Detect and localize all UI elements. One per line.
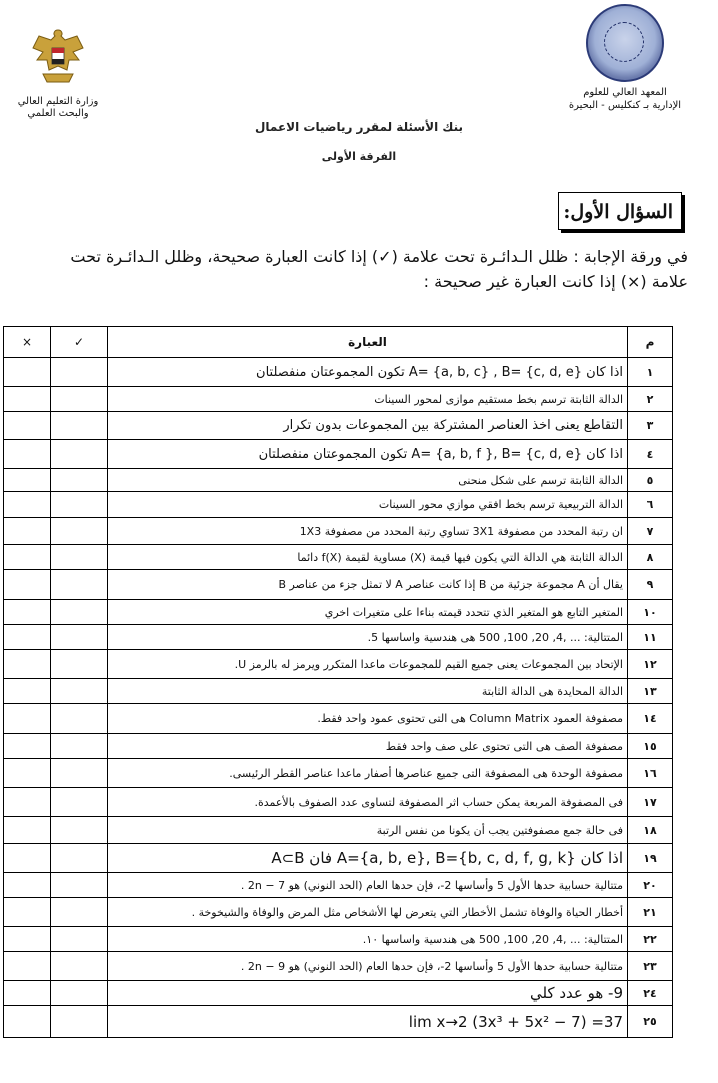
wrong-answer-cell[interactable]: [4, 788, 51, 817]
statement-cell: 9- هو عدد كلي: [108, 981, 628, 1006]
row-number-cell: ١٤: [628, 704, 673, 734]
row-number-cell: ٢٢: [628, 927, 673, 952]
statement-cell: المتغير التابع هو المتغير الذي تتحدد قيمته بناءا على متغيرات اخري: [108, 600, 628, 625]
statement-cell: المتتالية: ... ,4, 20, 100, 500 هى هندسية واساسها ١٠.: [108, 927, 628, 952]
table-row: [4, 844, 673, 873]
institute-logo: [560, 4, 690, 112]
wrong-answer-cell[interactable]: [4, 952, 51, 981]
wrong-answer-cell[interactable]: [4, 679, 51, 704]
statement-cell: فى المصفوفة المربعة يمكن حساب اثر المصفوفة لتساوى عدد الصفوف بالأعمدة.: [108, 788, 628, 817]
statement-cell: اذا كان {A={a, b, e}, B={b, c, d, f, g, k فان A⊂B: [108, 844, 628, 873]
wrong-answer-cell[interactable]: [4, 981, 51, 1006]
statement-cell: متتالية حسابية حدها الأول 5 وأساسها 2-، فإن حدها العام (الحد النوني) هو 2n − 9 .: [108, 952, 628, 981]
right-answer-cell[interactable]: [51, 817, 108, 844]
right-answer-cell[interactable]: [51, 788, 108, 817]
right-answer-cell[interactable]: [51, 981, 108, 1006]
table-row: [4, 704, 673, 734]
row-number-cell: ١٨: [628, 817, 673, 844]
wrong-answer-cell[interactable]: [4, 625, 51, 650]
bank-title: بنك الأسئلة لمقرر رياضيات الاعمال: [255, 120, 463, 134]
wrong-answer-cell[interactable]: [4, 358, 51, 387]
row-number-cell: ٤: [628, 440, 673, 469]
right-answer-cell[interactable]: [51, 469, 108, 492]
row-number-cell: ٢٤: [628, 981, 673, 1006]
institute-name: المعهد العالي للعلوم الإدارية بـ كنكليس - البحيرة: [568, 87, 682, 111]
wrong-answer-cell[interactable]: [4, 518, 51, 545]
table-row: [4, 927, 673, 952]
row-number-cell: ٥: [628, 469, 673, 492]
right-answer-cell[interactable]: [51, 650, 108, 679]
statement-cell: المتتالية: ... ,4, 20, 100, 500 هى هندسية واساسها 5.: [108, 625, 628, 650]
table-row: [4, 469, 673, 492]
statement-cell: الدالة المحايدة هى الدالة الثابتة: [108, 679, 628, 704]
statement-cell: اذا كان {A= {a, b, f }, B= {c, d, e تكون المجموعتان منفصلتان: [108, 440, 628, 469]
wrong-answer-cell[interactable]: [4, 387, 51, 412]
table-row: [4, 650, 673, 679]
row-number-cell: ٢٠: [628, 873, 673, 898]
wrong-column-header: ×: [4, 327, 51, 358]
right-answer-cell[interactable]: [51, 545, 108, 570]
row-number-cell: ٢١: [628, 898, 673, 927]
table-row: [4, 873, 673, 898]
row-number-cell: ١٠: [628, 600, 673, 625]
wrong-answer-cell[interactable]: [4, 545, 51, 570]
right-answer-cell[interactable]: [51, 873, 108, 898]
statement-cell: اذا كان {A= {a, b, c} , B= {c, d, e تكون المجموعتان منفصلتان: [108, 358, 628, 387]
wrong-answer-cell[interactable]: [4, 492, 51, 518]
table-row: [4, 679, 673, 704]
wrong-answer-cell[interactable]: [4, 734, 51, 759]
statement-cell: فى حالة جمع مصفوفتين يجب أن يكونا من نفس الرتبة: [108, 817, 628, 844]
table-row: [4, 625, 673, 650]
right-answer-cell[interactable]: [51, 570, 108, 600]
statement-cell: مصفوفة العمود Column Matrix هى التى تحتوى عمود واحد فقط.: [108, 704, 628, 734]
right-answer-cell[interactable]: [51, 600, 108, 625]
row-number-cell: ١٢: [628, 650, 673, 679]
table-row: [4, 734, 673, 759]
eagle-emblem-icon: [29, 26, 87, 90]
statement-column-header: العبارة: [108, 327, 628, 358]
right-column-header: ✓: [51, 327, 108, 358]
table-row: [4, 412, 673, 440]
right-answer-cell[interactable]: [51, 679, 108, 704]
right-answer-cell[interactable]: [51, 844, 108, 873]
statement-cell: التقاطع يعنى اخذ العناصر المشتركة بين المجموعات بدون تكرار: [108, 412, 628, 440]
table-row: [4, 518, 673, 545]
table-row: [4, 600, 673, 625]
statement-cell: ان رتبة المحدد من مصفوفة 3X1 تساوي رتبة المحدد من مصفوفة 1X3: [108, 518, 628, 545]
wrong-answer-cell[interactable]: [4, 600, 51, 625]
table-header-row: [4, 327, 673, 358]
question-title: السؤال الأول:: [558, 192, 682, 230]
wrong-answer-cell[interactable]: [4, 469, 51, 492]
statement-cell: مصفوفة الصف هى التى تحتوى على صف واحد فقط: [108, 734, 628, 759]
wrong-answer-cell[interactable]: [4, 650, 51, 679]
wrong-answer-cell[interactable]: [4, 844, 51, 873]
table-row: [4, 440, 673, 469]
row-number-cell: ٢٣: [628, 952, 673, 981]
right-answer-cell[interactable]: [51, 440, 108, 469]
table-row: [4, 952, 673, 981]
right-answer-cell[interactable]: [51, 1006, 108, 1038]
wrong-answer-cell[interactable]: [4, 873, 51, 898]
statement-cell: مصفوفة الوحدة هى المصفوفة التى جميع عناصرها أصفار ماعدا عناصر القطر الرئيسى.: [108, 759, 628, 788]
row-number-cell: ١٩: [628, 844, 673, 873]
right-answer-cell[interactable]: [51, 952, 108, 981]
table-row: [4, 759, 673, 788]
row-number-cell: ١١: [628, 625, 673, 650]
statement-cell: lim x→2 (3x³ + 5x² − 7) =37: [108, 1006, 628, 1038]
right-answer-cell[interactable]: [51, 734, 108, 759]
wrong-answer-cell[interactable]: [4, 898, 51, 927]
right-answer-cell[interactable]: [51, 927, 108, 952]
statement-cell: أخطار الحياة والوفاة تشمل الأخطار التي يتعرض لها الأشخاص مثل المرض والوفاة والشيخوخة .: [108, 898, 628, 927]
row-number-cell: ١٧: [628, 788, 673, 817]
statement-cell: الدالة الثابتة ترسم بخط مستقيم موازى لمحور السينات: [108, 387, 628, 412]
wrong-answer-cell[interactable]: [4, 927, 51, 952]
right-answer-cell[interactable]: [51, 358, 108, 387]
table-row: [4, 788, 673, 817]
statement-cell: يقال أن A مجموعة جزئية من B إذا كانت عناصر A لا تمثل جزء من عناصر B: [108, 570, 628, 600]
right-answer-cell[interactable]: [51, 898, 108, 927]
right-answer-cell[interactable]: [51, 518, 108, 545]
right-answer-cell[interactable]: [51, 412, 108, 440]
table-row: [4, 545, 673, 570]
wrong-answer-cell[interactable]: [4, 759, 51, 788]
table-row: [4, 1006, 673, 1038]
wrong-answer-cell[interactable]: [4, 570, 51, 600]
right-answer-cell[interactable]: [51, 704, 108, 734]
row-number-cell: ٩: [628, 570, 673, 600]
table-row: [4, 898, 673, 927]
statement-cell: الدالة التربيعية ترسم بخط افقي موازي محور السينات: [108, 492, 628, 518]
wrong-answer-cell[interactable]: [4, 412, 51, 440]
row-number-cell: ١٦: [628, 759, 673, 788]
row-number-cell: ٣: [628, 412, 673, 440]
level-title: الفرقة الأولى: [321, 150, 397, 163]
row-number-cell: ٢٥: [628, 1006, 673, 1038]
row-number-cell: ١٣: [628, 679, 673, 704]
wrong-answer-cell[interactable]: [4, 440, 51, 469]
right-answer-cell[interactable]: [51, 625, 108, 650]
statement-cell: الدالة الثابتة هي الدالة التي يكون فيها قيمة (X) مساوية لقيمة f(X) دائما: [108, 545, 628, 570]
table-row: [4, 387, 673, 412]
table-row: [4, 492, 673, 518]
table-row: [4, 817, 673, 844]
table-row: [4, 358, 673, 387]
wrong-answer-cell[interactable]: [4, 704, 51, 734]
statement-cell: متتالية حسابية حدها الأول 5 وأساسها 2-، فإن حدها العام (الحد النوني) هو 2n − 7 .: [108, 873, 628, 898]
ministry-name: وزارة التعليم العالي والبحث العلمي: [17, 96, 99, 119]
instructions: في ورقة الإجابة : ظلل الـدائـرة تحت علامة (✓) إذا كانت العبارة صحيحة، وظلل الـدائـرة تحت علامة (×) إذا كانت العبارة غير صحيحة :: [70, 247, 688, 291]
institute-seal-icon: [586, 4, 664, 82]
right-answer-cell[interactable]: [51, 759, 108, 788]
right-answer-cell[interactable]: [51, 387, 108, 412]
row-number-cell: ٦: [628, 492, 673, 518]
ministry-logo: [8, 26, 108, 120]
row-number-cell: ١: [628, 358, 673, 387]
statement-cell: الإتحاد بين المجموعات يعنى جميع القيم للمجموعات ماعدا المتكرر ويرمز له بالرمز U.: [108, 650, 628, 679]
row-number-cell: ٢: [628, 387, 673, 412]
table-row: [4, 570, 673, 600]
right-answer-cell[interactable]: [51, 492, 108, 518]
wrong-answer-cell[interactable]: [4, 817, 51, 844]
questions-table: [3, 326, 673, 1038]
statement-cell: الدالة الثابتة ترسم على شكل منحنى: [108, 469, 628, 492]
row-number-cell: ٧: [628, 518, 673, 545]
table-row: [4, 981, 673, 1006]
row-number-cell: ٨: [628, 545, 673, 570]
wrong-answer-cell[interactable]: [4, 1006, 51, 1038]
row-number-cell: ١٥: [628, 734, 673, 759]
number-column-header: م: [628, 327, 673, 358]
